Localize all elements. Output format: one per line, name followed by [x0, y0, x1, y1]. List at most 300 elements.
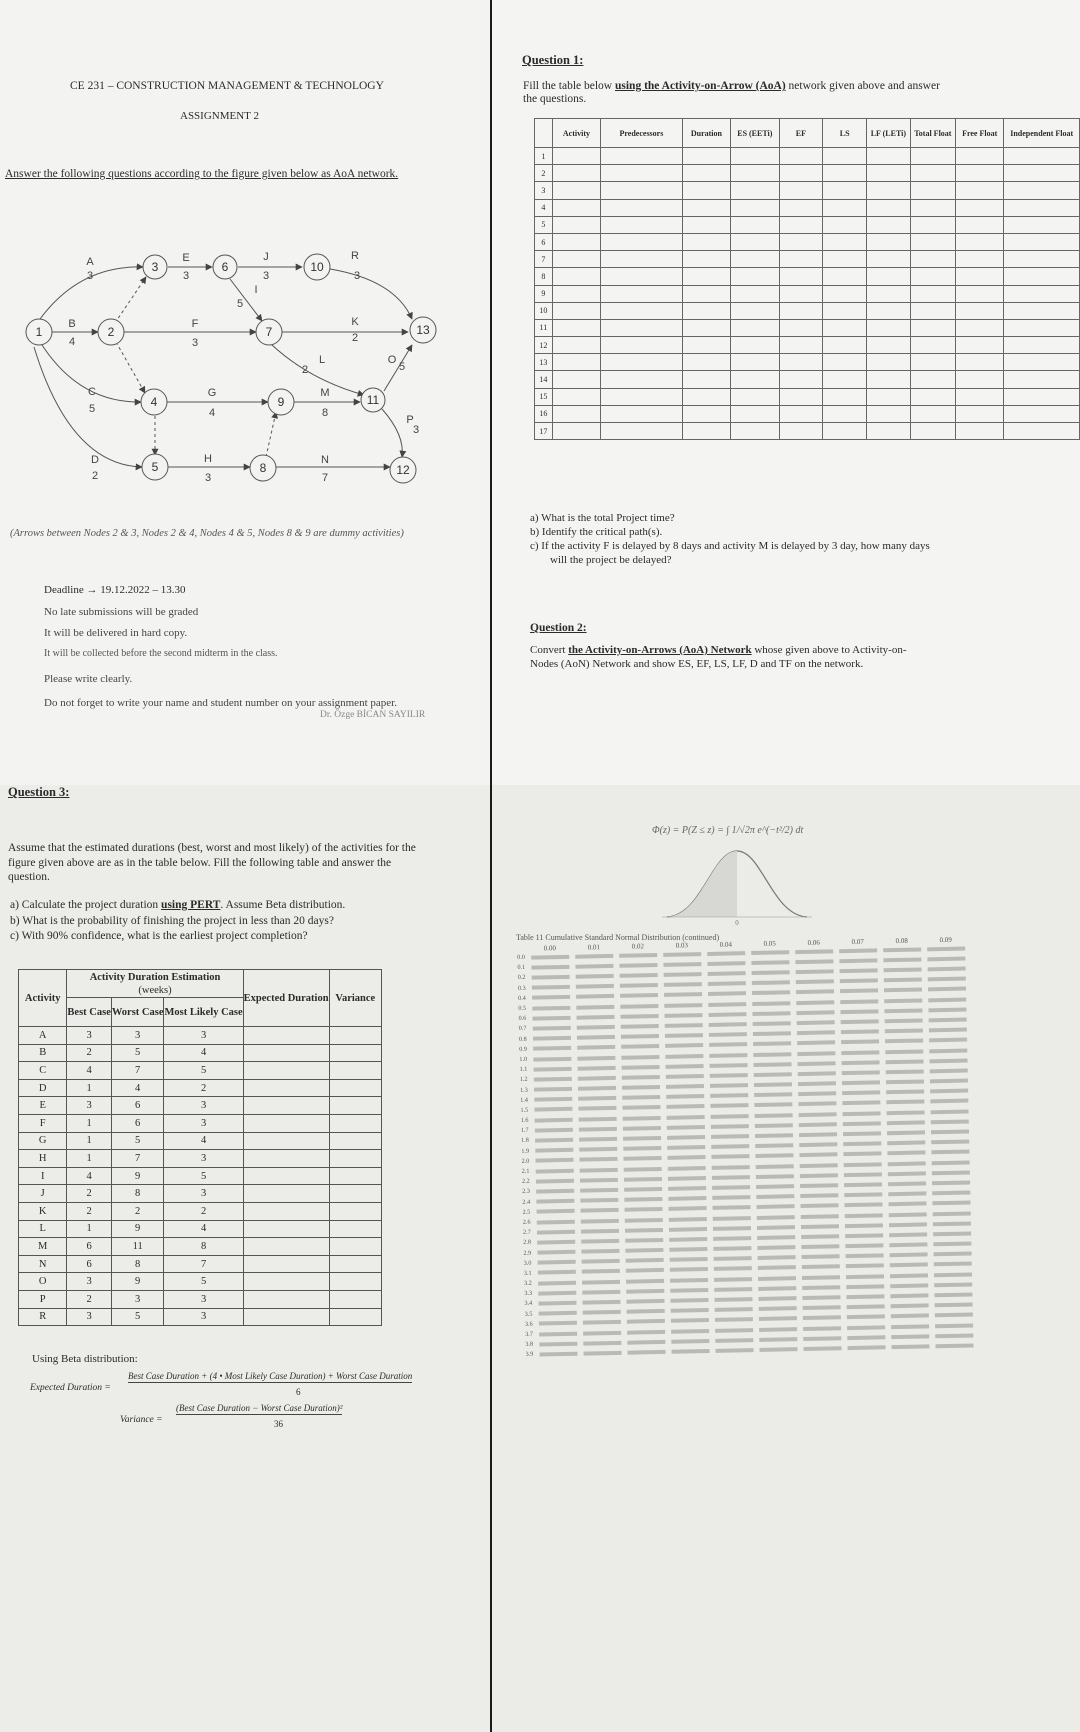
q1-empty-cell[interactable]	[910, 337, 955, 354]
q1-empty-cell[interactable]	[910, 199, 955, 216]
q1-empty-cell[interactable]	[601, 388, 683, 405]
z-row-label: 2.0	[521, 1157, 530, 1165]
q1-empty-cell[interactable]	[682, 388, 730, 405]
q1-text-post: network given above and answer	[785, 80, 940, 92]
q1-empty-cell[interactable]	[779, 165, 823, 182]
q3-empty-cell[interactable]	[329, 1273, 381, 1291]
z-row-label: 1.3	[519, 1086, 528, 1094]
q1-empty-cell[interactable]	[823, 216, 867, 233]
q1-empty-cell[interactable]	[955, 233, 1003, 250]
q1-empty-cell[interactable]	[823, 319, 867, 336]
q1-empty-cell[interactable]	[601, 182, 683, 199]
q1-empty-cell[interactable]	[552, 285, 600, 302]
q1-empty-cell[interactable]	[779, 354, 823, 371]
q1-empty-cell[interactable]	[910, 182, 955, 199]
q1-empty-cell[interactable]	[955, 405, 1003, 422]
q1-empty-cell[interactable]	[867, 354, 911, 371]
q1-empty-cell[interactable]	[910, 148, 955, 165]
q3-question-b: b) What is the probability of finishing the project in less than 20 days?	[10, 915, 334, 927]
z-value-cell	[711, 1294, 755, 1305]
q3-text-2: figure given above are as in the table below. Fill the following table and answer the	[8, 857, 392, 869]
z-col-header: 0.01	[587, 943, 601, 952]
q1-empty-cell[interactable]	[823, 268, 867, 285]
q1-empty-cell[interactable]	[955, 319, 1003, 336]
q1-empty-cell[interactable]	[682, 182, 730, 199]
q1-empty-cell[interactable]	[779, 423, 823, 440]
q1-empty-cell[interactable]	[867, 319, 911, 336]
q1-empty-cell[interactable]	[552, 148, 600, 165]
q1-empty-cell[interactable]	[779, 319, 823, 336]
q1-empty-cell[interactable]	[955, 337, 1003, 354]
z-value-cell	[930, 1249, 974, 1260]
q1-empty-cell[interactable]	[1004, 388, 1080, 405]
q3-empty-cell[interactable]	[329, 1167, 381, 1185]
q1-empty-cell[interactable]	[682, 251, 730, 268]
q3-cell: 9	[111, 1273, 164, 1291]
q1-empty-cell[interactable]	[552, 337, 600, 354]
q1-empty-cell[interactable]	[1004, 302, 1080, 319]
q1-empty-cell[interactable]	[910, 354, 955, 371]
z-value-cell	[580, 1348, 624, 1359]
q1-empty-cell[interactable]	[823, 148, 867, 165]
q3-empty-cell[interactable]	[329, 1132, 381, 1150]
z-value-cell	[708, 1142, 752, 1153]
q1-empty-cell[interactable]	[731, 199, 779, 216]
q1-table-row	[535, 233, 1080, 250]
q3-cell: 9	[111, 1167, 164, 1185]
z-value-cell	[572, 971, 616, 982]
q1-empty-cell[interactable]	[779, 388, 823, 405]
q1-empty-cell[interactable]	[682, 319, 730, 336]
q3-empty-cell[interactable]	[329, 1202, 381, 1220]
q3-cell: 3	[67, 1027, 111, 1045]
q1-empty-cell[interactable]	[910, 302, 955, 319]
q1-empty-cell[interactable]	[682, 423, 730, 440]
q1-empty-cell[interactable]	[682, 285, 730, 302]
q3-empty-cell[interactable]	[243, 1132, 329, 1150]
q1-empty-cell[interactable]	[1004, 216, 1080, 233]
q1-empty-cell[interactable]	[731, 423, 779, 440]
q1-empty-cell[interactable]	[731, 388, 779, 405]
q1-empty-cell[interactable]	[823, 285, 867, 302]
z-value-cell	[532, 1145, 576, 1156]
q1-empty-cell[interactable]	[910, 268, 955, 285]
q3-empty-cell[interactable]	[243, 1027, 329, 1045]
q1-empty-cell[interactable]	[731, 302, 779, 319]
q3-cell: 8	[111, 1255, 164, 1273]
q1-empty-cell[interactable]	[731, 354, 779, 371]
q3-cell: 2	[67, 1044, 111, 1062]
q1-empty-cell[interactable]	[731, 233, 779, 250]
q1-empty-cell[interactable]	[823, 233, 867, 250]
q1-empty-cell[interactable]	[731, 285, 779, 302]
q3-empty-cell[interactable]	[243, 1202, 329, 1220]
q1-empty-cell[interactable]	[1004, 354, 1080, 371]
z-value-cell	[665, 1183, 709, 1194]
z-value-cell	[748, 978, 792, 989]
q1-empty-cell[interactable]	[682, 148, 730, 165]
label-d: D	[91, 454, 99, 466]
q3-empty-cell[interactable]	[243, 1167, 329, 1185]
q3-empty-cell[interactable]	[329, 1150, 381, 1168]
q1-empty-cell[interactable]	[867, 423, 911, 440]
q1-empty-cell[interactable]	[1004, 285, 1080, 302]
q1-empty-cell[interactable]	[910, 251, 955, 268]
q3-cell: 2	[164, 1079, 243, 1097]
q1-empty-cell[interactable]	[910, 233, 955, 250]
q1-empty-cell[interactable]	[552, 354, 600, 371]
q1-empty-cell[interactable]	[955, 165, 1003, 182]
q1-empty-cell[interactable]	[910, 371, 955, 388]
q1-empty-cell[interactable]	[552, 233, 600, 250]
q1-empty-cell[interactable]	[601, 371, 683, 388]
q1-empty-cell[interactable]	[601, 165, 683, 182]
q1-empty-cell[interactable]	[601, 216, 683, 233]
z-value-cell	[667, 1306, 711, 1317]
q1-empty-cell[interactable]	[867, 371, 911, 388]
q1-empty-cell[interactable]	[1004, 165, 1080, 182]
q1-empty-cell[interactable]	[682, 233, 730, 250]
q3-table-row	[19, 1114, 382, 1132]
q1-table-row	[535, 251, 1080, 268]
course-title: CE 231 – CONSTRUCTION MANAGEMENT & TECHNOLOGY	[70, 80, 384, 92]
z-value-cell	[800, 1343, 844, 1354]
q1-empty-cell[interactable]	[552, 268, 600, 285]
q1-empty-cell[interactable]	[552, 388, 600, 405]
q1-empty-cell[interactable]	[779, 233, 823, 250]
q1-empty-cell[interactable]	[910, 165, 955, 182]
q1-empty-cell[interactable]	[779, 199, 823, 216]
q1-col-0: Activity	[552, 119, 600, 148]
q3-cell: D	[19, 1079, 67, 1097]
q1-empty-cell[interactable]	[955, 388, 1003, 405]
q3-empty-cell[interactable]	[243, 1044, 329, 1062]
q1-empty-cell[interactable]	[601, 285, 683, 302]
z-value-cell	[577, 1185, 621, 1196]
z-value-cell	[928, 1137, 972, 1148]
q1-empty-cell[interactable]	[552, 405, 600, 422]
q1-empty-cell[interactable]	[552, 182, 600, 199]
q1-empty-cell[interactable]	[823, 405, 867, 422]
q1-empty-cell[interactable]	[955, 251, 1003, 268]
node-5	[142, 454, 168, 480]
q3-empty-cell[interactable]	[329, 1062, 381, 1080]
q1-empty-cell[interactable]	[955, 285, 1003, 302]
q1-empty-cell[interactable]	[552, 319, 600, 336]
q1-empty-cell[interactable]	[867, 216, 911, 233]
q3-table-row	[19, 1185, 382, 1203]
q1-empty-cell[interactable]	[1004, 199, 1080, 216]
q1-empty-cell[interactable]	[955, 182, 1003, 199]
q1-empty-cell[interactable]	[731, 182, 779, 199]
q1-empty-cell[interactable]	[1004, 423, 1080, 440]
q1-empty-cell[interactable]	[823, 423, 867, 440]
q1-empty-cell[interactable]	[731, 148, 779, 165]
q1-empty-cell[interactable]	[955, 302, 1003, 319]
q1-empty-cell[interactable]	[867, 388, 911, 405]
q1-empty-cell[interactable]	[779, 148, 823, 165]
q1-empty-cell[interactable]	[867, 233, 911, 250]
q1-empty-cell[interactable]	[601, 319, 683, 336]
q1-empty-cell[interactable]	[552, 165, 600, 182]
z-value-cell	[755, 1304, 799, 1315]
q1-row-number: 10	[535, 302, 553, 319]
q1-empty-cell[interactable]	[867, 165, 911, 182]
z-value-cell	[533, 1186, 577, 1197]
q1-empty-cell[interactable]	[1004, 405, 1080, 422]
q1-empty-cell[interactable]	[779, 405, 823, 422]
q3-empty-cell[interactable]	[329, 1290, 381, 1308]
q3-empty-cell[interactable]	[329, 1044, 381, 1062]
z-value-cell	[578, 1256, 622, 1267]
q1-empty-cell[interactable]	[779, 216, 823, 233]
q1-empty-cell[interactable]	[682, 302, 730, 319]
q1-empty-cell[interactable]	[823, 182, 867, 199]
q1-empty-cell[interactable]	[910, 216, 955, 233]
q1-empty-cell[interactable]	[601, 302, 683, 319]
q1-empty-cell[interactable]	[731, 319, 779, 336]
q1-empty-cell[interactable]	[779, 371, 823, 388]
q1-empty-cell[interactable]	[601, 148, 683, 165]
q1-empty-cell[interactable]	[779, 337, 823, 354]
q1-empty-cell[interactable]	[910, 423, 955, 440]
q1-empty-cell[interactable]	[955, 423, 1003, 440]
q2-text-post: whose given above to Activity-on-	[751, 644, 907, 656]
q1-empty-cell[interactable]	[867, 251, 911, 268]
q1-empty-cell[interactable]	[682, 354, 730, 371]
q3-question-a	[10, 899, 345, 911]
q1-empty-cell[interactable]	[1004, 148, 1080, 165]
q1-empty-cell[interactable]	[682, 405, 730, 422]
q1-empty-cell[interactable]	[955, 199, 1003, 216]
q1-empty-cell[interactable]	[779, 251, 823, 268]
assignment-page-3	[0, 785, 490, 1732]
q1-empty-cell[interactable]	[601, 423, 683, 440]
q3-empty-cell[interactable]	[243, 1150, 329, 1168]
q3-empty-cell[interactable]	[243, 1273, 329, 1291]
q1-empty-cell[interactable]	[1004, 233, 1080, 250]
z-value-cell	[618, 1031, 662, 1042]
q3-col-best: Best Case	[67, 998, 111, 1027]
q1-empty-cell[interactable]	[682, 216, 730, 233]
q1-empty-cell[interactable]	[731, 337, 779, 354]
q1-empty-cell[interactable]	[601, 233, 683, 250]
q3-empty-cell[interactable]	[329, 1308, 381, 1326]
q1-empty-cell[interactable]	[910, 285, 955, 302]
q3-empty-cell[interactable]	[243, 1308, 329, 1326]
q1-empty-cell[interactable]	[955, 216, 1003, 233]
q1-empty-cell[interactable]	[955, 354, 1003, 371]
q3-cell: 3	[164, 1185, 243, 1203]
z-value-cell	[837, 1017, 881, 1028]
z-value-cell	[619, 1082, 663, 1093]
q1-empty-cell[interactable]	[601, 405, 683, 422]
q1-empty-cell[interactable]	[731, 165, 779, 182]
q1-empty-cell[interactable]	[779, 302, 823, 319]
q1-empty-cell[interactable]	[552, 199, 600, 216]
node-8	[250, 455, 276, 481]
q3-empty-cell[interactable]	[243, 1062, 329, 1080]
q1-empty-cell[interactable]	[552, 302, 600, 319]
variance-numerator: (Best Case Duration − Worst Case Duration)²	[176, 1403, 343, 1413]
q1-empty-cell[interactable]	[552, 423, 600, 440]
q3-empty-cell[interactable]	[243, 1079, 329, 1097]
z-value-cell	[575, 1083, 619, 1094]
q1-empty-cell[interactable]	[601, 354, 683, 371]
q1-empty-cell[interactable]	[779, 182, 823, 199]
normal-cdf-formula: Φ(z) = P(Z ≤ z) = ∫ 1/√2π e^(−t²/2) dt	[652, 825, 804, 836]
q1-empty-cell[interactable]	[955, 371, 1003, 388]
q1-row-number: 3	[535, 182, 553, 199]
z-row-label: 3.1	[523, 1269, 532, 1277]
q1-empty-cell[interactable]	[823, 354, 867, 371]
q1-empty-cell[interactable]	[552, 251, 600, 268]
q1-empty-cell[interactable]	[1004, 319, 1080, 336]
q1-empty-cell[interactable]	[682, 268, 730, 285]
q1-empty-cell[interactable]	[779, 285, 823, 302]
z-value-cell	[751, 1080, 795, 1091]
z-value-cell	[534, 1237, 578, 1248]
q3-empty-cell[interactable]	[329, 1185, 381, 1203]
q1-empty-cell[interactable]	[823, 388, 867, 405]
z-value-cell	[666, 1255, 710, 1266]
q1-empty-cell[interactable]	[823, 337, 867, 354]
q1-empty-cell[interactable]	[955, 148, 1003, 165]
q1-empty-cell[interactable]	[867, 148, 911, 165]
q1-empty-cell[interactable]	[910, 405, 955, 422]
z-value-cell	[668, 1346, 712, 1357]
q1-empty-cell[interactable]	[731, 216, 779, 233]
z-value-cell	[532, 1135, 576, 1146]
q3-group-subheader: (weeks)	[67, 984, 243, 998]
z-value-cell	[530, 1074, 574, 1085]
q1-col-9: Independent Float	[1004, 119, 1080, 148]
z-value-cell	[666, 1234, 710, 1245]
q3-empty-cell[interactable]	[243, 1255, 329, 1273]
z-value-cell	[710, 1243, 754, 1254]
label-o: O	[387, 354, 397, 366]
svg-text:10: 10	[310, 260, 324, 274]
z-value-cell	[754, 1253, 798, 1264]
q1-table-row	[535, 319, 1080, 336]
q3-table-row	[19, 1079, 382, 1097]
q3-cell: 7	[111, 1150, 164, 1168]
q3-cell: B	[19, 1044, 67, 1062]
q3-empty-cell[interactable]	[329, 1238, 381, 1256]
q1-empty-cell[interactable]	[682, 337, 730, 354]
z-row-label: 3.2	[524, 1279, 532, 1287]
q1-empty-cell[interactable]	[867, 337, 911, 354]
q3-cell: 5	[164, 1167, 243, 1185]
q1-empty-cell[interactable]	[823, 251, 867, 268]
svg-text:1: 1	[35, 325, 43, 339]
z-value-cell	[929, 1188, 973, 1199]
q1-empty-cell[interactable]	[910, 319, 955, 336]
q3-table-row	[19, 1167, 382, 1185]
q3-empty-cell[interactable]	[243, 1097, 329, 1115]
q1-empty-cell[interactable]	[731, 268, 779, 285]
q1-empty-cell[interactable]	[731, 251, 779, 268]
q3-cell: 8	[111, 1185, 164, 1203]
q1-empty-cell[interactable]	[1004, 182, 1080, 199]
z-value-cell	[930, 1229, 974, 1240]
q1-empty-cell[interactable]	[731, 371, 779, 388]
q3-empty-cell[interactable]	[329, 1220, 381, 1238]
q3-empty-cell[interactable]	[243, 1185, 329, 1203]
q1-empty-cell[interactable]	[1004, 371, 1080, 388]
z-value-cell	[578, 1246, 622, 1257]
q1-empty-cell[interactable]	[910, 388, 955, 405]
q1-empty-cell[interactable]	[867, 182, 911, 199]
q1-empty-cell[interactable]	[823, 199, 867, 216]
q1-empty-cell[interactable]	[867, 199, 911, 216]
z-value-cell	[881, 1016, 925, 1027]
label-h: H	[204, 453, 212, 465]
q3-empty-cell[interactable]	[243, 1238, 329, 1256]
z-value-cell	[929, 1178, 973, 1189]
q1-empty-cell[interactable]	[823, 371, 867, 388]
q1-empty-cell[interactable]	[552, 371, 600, 388]
q1-empty-cell[interactable]	[601, 268, 683, 285]
q1-empty-cell[interactable]	[867, 268, 911, 285]
q1-empty-cell[interactable]	[601, 251, 683, 268]
q1-table-row	[535, 337, 1080, 354]
q1-empty-cell[interactable]	[601, 337, 683, 354]
q1-empty-cell[interactable]	[867, 302, 911, 319]
q3-empty-cell[interactable]	[329, 1027, 381, 1045]
z-value-cell	[754, 1232, 798, 1243]
label-c-dur: 5	[88, 403, 96, 415]
q3-cell: 9	[111, 1220, 164, 1238]
z-row-label: 1.4	[520, 1096, 529, 1104]
q1-empty-cell[interactable]	[823, 165, 867, 182]
z-value-cell	[844, 1343, 888, 1354]
q1-empty-cell[interactable]	[1004, 268, 1080, 285]
q3-empty-cell[interactable]	[243, 1290, 329, 1308]
q1-row-number: 2	[535, 165, 553, 182]
q1-empty-cell[interactable]	[867, 405, 911, 422]
q1-empty-cell[interactable]	[867, 285, 911, 302]
q1-empty-cell[interactable]	[823, 302, 867, 319]
arrow-p	[382, 409, 402, 457]
q3-empty-cell[interactable]	[329, 1079, 381, 1097]
z-row-label: 2.7	[522, 1228, 531, 1237]
q1-empty-cell[interactable]	[552, 216, 600, 233]
q1-empty-cell[interactable]	[682, 371, 730, 388]
q1-empty-cell[interactable]	[955, 268, 1003, 285]
q3-empty-cell[interactable]	[243, 1220, 329, 1238]
z-value-cell	[750, 1069, 794, 1080]
q1-empty-cell[interactable]	[682, 165, 730, 182]
q1-text-pre: Fill the table below	[523, 80, 615, 92]
q1-title: Question 1:	[522, 53, 584, 67]
q1-empty-cell[interactable]	[1004, 337, 1080, 354]
label-o-dur: 5	[398, 361, 406, 373]
q3-empty-cell[interactable]	[329, 1114, 381, 1132]
q3-empty-cell[interactable]	[243, 1114, 329, 1132]
q1-empty-cell[interactable]	[1004, 251, 1080, 268]
z-value-cell	[843, 1302, 887, 1313]
variance-label: Variance =	[120, 1415, 163, 1425]
q1-col-5: LS	[823, 119, 867, 148]
q3-empty-cell[interactable]	[329, 1097, 381, 1115]
q3-empty-cell[interactable]	[329, 1255, 381, 1273]
q1-empty-cell[interactable]	[779, 268, 823, 285]
q1-empty-cell[interactable]	[601, 199, 683, 216]
z-value-cell	[616, 970, 660, 981]
q1-empty-cell[interactable]	[731, 405, 779, 422]
q1-empty-cell[interactable]	[682, 199, 730, 216]
